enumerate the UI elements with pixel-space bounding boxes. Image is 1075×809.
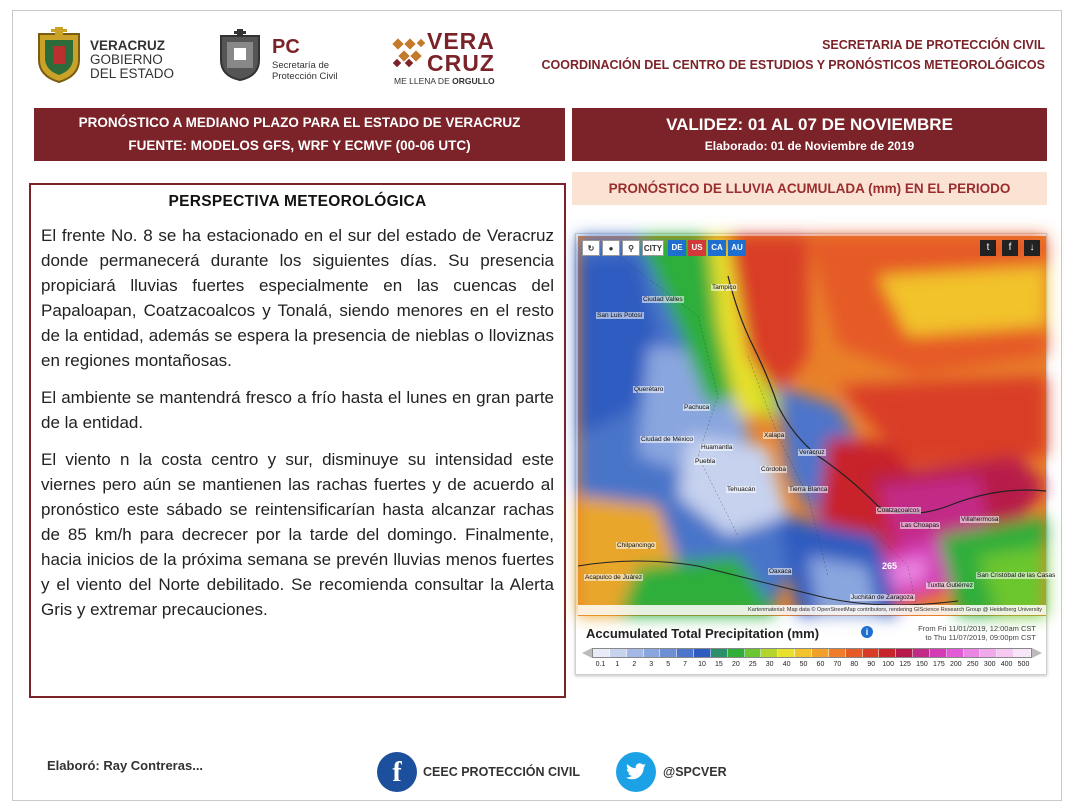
scale-label: 500: [1017, 661, 1030, 668]
agency-line2: COORDINACIÓN DEL CENTRO DE ESTUDIOS Y PRONÓSTICOS METEOROLÓGICOS: [541, 58, 1045, 72]
facebook-share-icon[interactable]: f: [1002, 240, 1018, 256]
twitter-account-label[interactable]: @SPCVER: [663, 765, 727, 779]
facebook-icon[interactable]: f: [377, 752, 417, 792]
scale-swatch: [863, 649, 880, 657]
scale-swatch: [997, 649, 1014, 657]
region-button-au[interactable]: AU: [728, 240, 746, 256]
scale-color-bar: [592, 648, 1032, 658]
precipitation-color-scale: [582, 648, 1042, 672]
scale-right-arrow-icon: [1032, 648, 1042, 658]
scale-swatch: [913, 649, 930, 657]
scale-label: 100: [882, 661, 894, 668]
perspective-panel: [29, 183, 566, 698]
scale-label: 7: [683, 661, 688, 668]
pc-logo-sub2: Protección Civil: [272, 71, 338, 82]
scale-label: 125: [899, 661, 911, 668]
gov-logo-line2: GOBIERNO: [90, 52, 163, 67]
precipitation-map-graphic: [578, 236, 1046, 616]
scale-swatch: [644, 649, 661, 657]
region-button-us[interactable]: US: [688, 240, 706, 256]
download-icon[interactable]: ↓: [1024, 240, 1040, 256]
scale-labels: [592, 661, 1032, 668]
scale-swatch: [930, 649, 947, 657]
forecast-title-band: [34, 108, 565, 161]
city-label: Chilpancingo: [617, 542, 655, 549]
range-from: From Fri 11/01/2019, 12:00am CST: [918, 624, 1036, 633]
scale-swatch: [829, 649, 846, 657]
facebook-account-label[interactable]: CEEC PROTECCIÓN CIVIL: [423, 765, 580, 779]
scale-swatch: [1014, 649, 1031, 657]
forecast-source: FUENTE: MODELOS GFS, WRF Y ECMVF (00-06 UTC): [128, 138, 471, 153]
refresh-button[interactable]: ↻: [582, 240, 600, 256]
scale-swatch: [728, 649, 745, 657]
veracruz-pattern-icon: [392, 38, 426, 68]
ver-logo-tagline-text: ME LLENA DE: [394, 76, 450, 86]
veracruz-government-logo: [35, 26, 185, 86]
scale-swatch: [627, 649, 644, 657]
scale-label: 175: [933, 661, 945, 668]
city-label: Puebla: [695, 458, 716, 465]
ver-logo-tagline-bold: ORGULLO: [452, 76, 495, 86]
precipitation-map[interactable]: [578, 236, 1056, 616]
city-label: Ciudad de México: [641, 436, 694, 443]
twitter-icon[interactable]: [616, 752, 656, 792]
city-label: Villahermosa: [961, 516, 999, 523]
agency-line1: SECRETARIA DE PROTECCIÓN CIVIL: [822, 38, 1045, 52]
city-label: Tampico: [712, 284, 737, 291]
city-label: Querétaro: [634, 386, 664, 393]
scale-left-arrow-icon: [582, 648, 592, 658]
scale-swatch: [660, 649, 677, 657]
scale-label: 80: [850, 661, 859, 668]
scale-label: 15: [715, 661, 723, 668]
scale-label: 3: [649, 661, 654, 668]
region-button-de[interactable]: DE: [668, 240, 686, 256]
globe-button[interactable]: ●: [602, 240, 620, 256]
city-button[interactable]: CITY: [642, 240, 664, 256]
scale-swatch: [593, 649, 610, 657]
city-label: San Luis Potosí: [597, 312, 643, 319]
scale-swatch: [795, 649, 812, 657]
city-label: Juchitán de Zaragoza: [851, 594, 914, 601]
perspective-paragraph-2: El ambiente se mantendrá fresco a frío hasta el lunes en gran parte de la entidad.: [41, 388, 554, 432]
gov-logo-line1: VERACRUZ: [90, 38, 166, 53]
scale-label: 200: [949, 661, 962, 668]
scale-label: 1: [615, 661, 620, 668]
scale-label: 60: [816, 661, 825, 668]
max-precipitation-value: 265: [882, 561, 898, 571]
scale-label: 30: [765, 661, 774, 668]
perspective-paragraph-3: El viento n la costa centro y sur, disminuye su intensidad este viernes pero aún se mantienen las rachas fuertes y de acuerdo al pronóstico este sábado se reintensificarían hasta alcanzar rachas de 85 km/h para decrecer por la tarde del domingo. Finalmente, hacia inicios de la próxima semana se prevén lluvias menos fuertes y el viento del Norte debilitado. Se recomienda consultar la Alerta Gris y extremar precauciones.: [41, 450, 554, 619]
author-credit: Elaboró: Ray Contreras...: [47, 758, 204, 773]
scale-swatch: [694, 649, 711, 657]
validity-period: VALIDEZ: 01 AL 07 DE NOVIEMBRE: [666, 115, 953, 134]
coat-of-arms-icon: [35, 26, 83, 84]
scale-swatch: [745, 649, 762, 657]
scale-swatch: [812, 649, 829, 657]
city-label: Pachuca: [684, 404, 710, 411]
scale-label: 25: [748, 661, 757, 668]
city-label: Veracruz: [799, 449, 825, 456]
city-label: San Cristóbal de las Casas: [977, 572, 1056, 579]
scale-label: 10: [698, 661, 706, 668]
twitter-share-icon[interactable]: t: [980, 240, 996, 256]
city-label: Córdoba: [761, 466, 786, 473]
scale-swatch: [711, 649, 728, 657]
map-attribution: Kartenmaterial: Map data © OpenStreetMap contributors, rendering GIScience Research Group @ Heidelberg University: [578, 605, 1046, 615]
scale-label: 300: [983, 661, 996, 668]
city-label: Tuxtla Gutiérrez: [927, 582, 973, 589]
scale-label: 50: [799, 661, 808, 668]
forecast-title: PRONÓSTICO A MEDIANO PLAZO PARA EL ESTADO DE VERACRUZ: [78, 115, 521, 130]
scale-swatch: [947, 649, 964, 657]
scale-label: 0.1: [595, 661, 606, 668]
header-logos: [35, 22, 515, 92]
forecast-time-range: [918, 624, 1036, 642]
scale-swatch: [846, 649, 863, 657]
scale-swatch: [610, 649, 627, 657]
civil-protection-logo: [217, 28, 357, 84]
scale-label: 90: [867, 661, 876, 668]
scale-label: 5: [666, 661, 671, 668]
scale-swatch: [677, 649, 694, 657]
scale-swatch: [980, 649, 997, 657]
scale-label: 150: [916, 661, 928, 668]
city-label: Oaxaca: [769, 568, 792, 575]
city-label: Acapulco de Juárez: [585, 574, 643, 581]
info-icon[interactable]: i: [861, 626, 873, 638]
twitter-bird-icon: [625, 763, 647, 781]
zoom-button[interactable]: ⚲: [622, 240, 640, 256]
scale-swatch: [778, 649, 795, 657]
city-label: Xalapa: [764, 432, 785, 439]
range-to: to Thu 11/07/2019, 09:00pm CST: [925, 633, 1036, 642]
ver-logo-tagline: [394, 76, 495, 86]
city-label: Ciudad Valles: [643, 296, 683, 303]
region-button-ca[interactable]: CA: [708, 240, 726, 256]
precipitation-map-card: [575, 233, 1056, 675]
city-label: Coatzacoalcos: [877, 507, 920, 514]
scale-label: 20: [731, 661, 740, 668]
gov-logo-line3: DEL ESTADO: [90, 66, 175, 81]
city-label: Huamantla: [701, 444, 733, 451]
rain-forecast-title: PRONÓSTICO DE LLUVIA ACUMULADA (mm) EN EL PERIODO: [572, 172, 1047, 205]
pc-logo-name: PC: [272, 36, 300, 58]
scale-label: 40: [782, 661, 791, 668]
ver-logo-word1: VERA: [427, 28, 495, 54]
scale-label: 70: [833, 661, 842, 668]
city-label: Las Choapas: [901, 522, 940, 529]
scale-label: 2: [632, 661, 637, 668]
scale-swatch: [879, 649, 896, 657]
scale-label: 250: [966, 661, 979, 668]
scale-swatch: [761, 649, 778, 657]
city-label: Tierra Blanca: [789, 486, 828, 493]
scale-label: 400: [1000, 661, 1013, 668]
scale-swatch: [896, 649, 913, 657]
scale-swatch: [964, 649, 981, 657]
perspective-heading: PERSPECTIVA METEOROLÓGICA: [168, 193, 427, 210]
civil-protection-shield-icon: [217, 28, 263, 82]
veracruz-brand-logo: [392, 28, 512, 88]
agency-header: [541, 35, 1045, 75]
precipitation-legend-title: Accumulated Total Precipitation (mm): [586, 626, 820, 641]
prepared-date: Elaborado: 01 de Noviembre de 2019: [704, 139, 915, 153]
ver-logo-word2: CRUZ: [427, 50, 495, 76]
perspective-paragraph-1: El frente No. 8 se ha estacionado en el sur del estado de Veracruz donde permanecerá durante los siguientes días. Su presencia propiciará lluvias fuertes especialmente en las cuencas del Papaloapan, Coatzacoalcos y Tonalá, siendo menores en el resto de la entidad, además se espera la presencia de nieblas o lloviznas en regiones montañosas.: [41, 226, 554, 370]
city-label: Tehuacán: [727, 486, 756, 493]
validity-band: [572, 108, 1047, 161]
pc-logo-sub1: Secretaría de: [272, 60, 330, 71]
